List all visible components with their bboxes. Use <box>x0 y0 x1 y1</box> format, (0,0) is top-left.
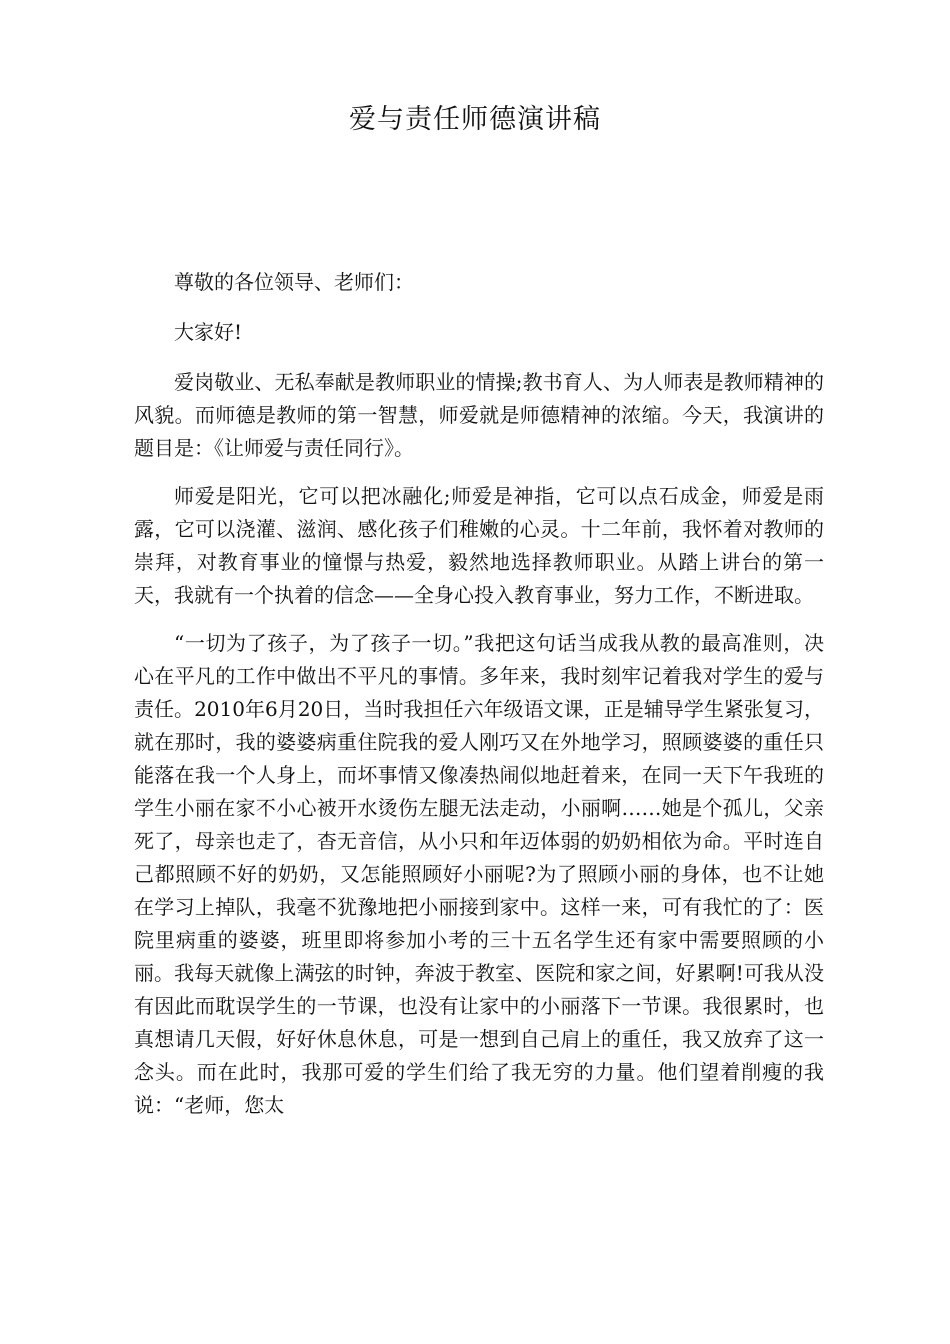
greeting: 大家好! <box>174 320 243 344</box>
paragraph-intro: 爱岗敬业、无私奉献是教师职业的情操;教书育人、为人师表是教师精神的风貌。而师德是教师的第一智慧，师爱就是师德精神的浓缩。今天，我演讲的题目是：《让师爱与责任同行》。 <box>134 370 824 460</box>
paragraph-teacher-love: 师爱是阳光，它可以把冰融化;师爱是神指，它可以点石成金，师爱是雨露，它可以浇灌、滋润、感化孩子们稚嫩的心灵。十二年前，我怀着对教师的崇拜，对教育事业的憧憬与热爱，毅然地选择教师职业。从踏上讲台的第一天，我就有一个执着的信念——全身心投入教育事业，努力工作，不断进取。 <box>134 484 824 607</box>
document-body <box>134 266 824 1137</box>
document-title: 爱与责任师德演讲稿 <box>349 104 601 135</box>
salutation: 尊敬的各位领导、老师们： <box>174 270 414 294</box>
paragraph-story: “一切为了孩子，为了孩子一切。”我把这句话当成我从教的最高准则，决心在平凡的工作中做出不平凡的事情。多年来，我时刻牢记着我对学生的爱与责任。2010年6月20日，当时我担任六年级语文课，正是辅导学生紧张复习，就在那时，我的婆婆病重住院我的爱人刚巧又在外地学习，照顾婆婆的重任只能落在我一个人身上，而坏事情又像凑热闹似地赶着来，在同一天下午我班的学生小丽在家不小心被开水烫伤左腿无法走动，小丽啊……她是个孤儿，父亲死了，母亲也走了，杳无音信，从小只和年迈体弱的奶奶相依为命。平时连自己都照顾不好的奶奶，又怎能照顾好小丽呢?为了照顾小丽的身体，也不让她在学习上掉队，我毫不犹豫地把小丽接到家中。这样一来，可有我忙的了：医院里病重的婆婆，班里即将参加小考的三十五名学生还有家中需要照顾的小丽。我每天就像上满弦的时钟，奔波于教室、医院和家之间，好累啊!可我从没有因此而耽误学生的一节课，也没有让家中的小丽落下一节课。我很累时，也真想请几天假，好好休息休息，可是一想到自己肩上的重任，我又放弃了这一念头。而在此时，我那可爱的学生们给了我无穷的力量。他们望着削瘦的我说：“老师，您太 <box>134 631 824 1117</box>
